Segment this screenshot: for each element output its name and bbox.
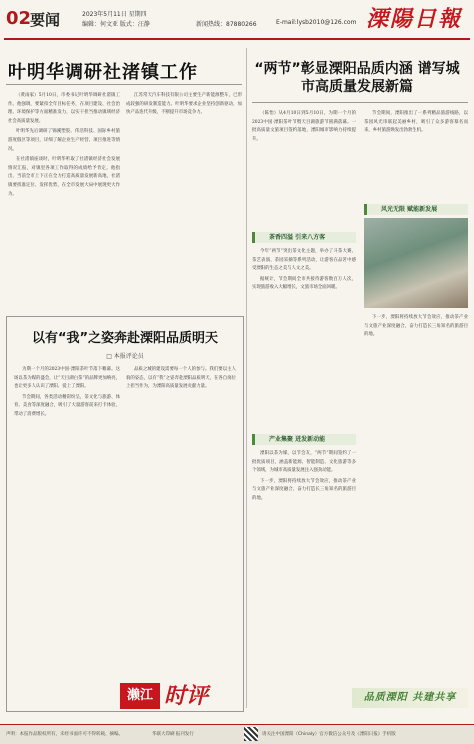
article2-column-1 [14, 366, 120, 706]
news-hotline: 新闻热线：87880266 [196, 21, 257, 28]
header-rule [4, 38, 470, 40]
stamp-left: 濑江 [120, 683, 160, 709]
divider [6, 84, 242, 85]
footer-wechat-note: 请关注中国溧阳（Chinaly）官方微信公众号及《溧阳日报》手机版 [262, 732, 396, 737]
article3-paragraph: 下一步，溧阳将持续放大节会效应，推动茶产业与文旅产业深度融合，奋力打造长三角知名的旅游目的地。 [252, 478, 356, 501]
masthead-logo: 溧陽日報 [365, 6, 462, 32]
article2-column-2 [126, 366, 236, 678]
article1-headline: 叶明华调研社渚镇工作 [8, 62, 198, 83]
article3-paragraph: 溧阳以茶为媒、以节会友，“两节”期间签约了一批优质项目，涵盖新能源、智能制造、文化旅游等多个领域，为城市高质量发展注入强劲动能。 [252, 451, 356, 474]
page-header [0, 0, 474, 40]
article1-column-2 [126, 92, 242, 310]
issue-date: 2023年5月11日 星期四 [82, 11, 147, 18]
article2-paragraph: 为期一个月的2023中国·溧阳茶叶节落下帷幕。这场以茶为媒的盛会，让“天目湖白茶”的品牌更加响亮，也让更多人认识了溧阳、爱上了溧阳。 [14, 367, 120, 390]
article3-section1-text [252, 248, 356, 428]
article1-paragraph: 叶明华先后调研了锦溪塑胶、伟浩科技、国际乡村旅游度假区等项目，详细了解企业生产经营、项目推进等情况。 [8, 129, 120, 152]
page-footer [0, 724, 474, 744]
stamp-right: 时评 [164, 683, 209, 709]
article3-paragraph: 下一步，溧阳将持续放大节会效应，推动茶产业与文旅产业深度融合，奋力打造长三角知名的旅游目的地。 [364, 315, 468, 338]
article3-intro [252, 110, 356, 226]
photo-caption: 风光无限 赋能新发展 [364, 204, 468, 215]
article2-paragraph: 节会期间，各类活动精彩纷呈，茶文化与旅游、体育、美食等深度融合，吸引了大量游客前来打卡体验，带动了消费增长。 [14, 394, 120, 417]
qr-code-icon [244, 727, 258, 741]
article3-paragraph: 据统计，节会期间全市共接待游客数百万人次，实现旅游收入大幅增长，文旅市场全面回暖。 [252, 276, 356, 291]
column-divider [246, 48, 247, 708]
article2-headline: 以有“我”之姿奔赴溧阳品质明天 [31, 331, 219, 346]
tea-garden-photo [364, 218, 468, 308]
column-stamp [120, 683, 238, 709]
article1-column-1 [8, 92, 120, 310]
contact-email: E-mail:lysb2010@126.com [276, 19, 357, 26]
divider [252, 102, 468, 103]
article3-subhead-1: 茶香四溢 引来八方客 [252, 232, 356, 243]
article3-side-text: 节会期间，溧阳推出了一系列精品旅游线路，以茶园风光串联起美丽乡村，吸引了众多游客慕名而来，乡村旅游焕发出勃勃生机。 [364, 111, 468, 134]
footer-printer: 华联大印刷 报刊发行 [152, 732, 194, 737]
slogan-banner: 品质溧阳 共建共享 [352, 688, 468, 708]
article3-right-column [364, 110, 468, 200]
page-number: 02 [6, 8, 32, 29]
article2-paragraph: 品质之城的建设需要每一个人的参与。我们要以主人翁的姿态，以有“我”之姿奔赴溧阳品质明天，在各自岗位上担当作为，为溧阳高质量发展贡献力量。 [126, 367, 236, 390]
article1-paragraph: 江苏常天汽车科技有限公司主要生产新能源整车，已形成较强的研发制造能力。叶明华要求企业坚持创新驱动，加快产品迭代升级，不断提升市场竞争力。 [126, 93, 242, 116]
article1-paragraph: 在社渚镇座谈时，叶明华听取了社渚镇经济社会发展情况汇报，对镇里各项工作取得的成绩给予肯定。他指出，当前全市上下正在全力打造高质量发展新高地，社渚镇要找准定位、发挥优势，在全市发展大局中展现更大作为。 [8, 157, 120, 197]
article1-lead: （黄雨家）5月10日，市委书记叶明华调研社渚镇工作。他强调，要紧扣全年目标任务，在项目建设、社会治理、环境保护等方面精准发力，以实干担当推动镇域经济社会高质量发展。 [8, 93, 120, 124]
article3-intro-text: （陈怡）从4月10日到5月10日，为期一个月的2023中国·溧阳茶叶节暨天目湖旅游节圆满落幕。一批高质量文旅项目签约落地，溧阳城市影响力持续提升。 [252, 111, 356, 142]
article2-byline: □ 本报评论员 [106, 353, 144, 360]
editor-credit: 编辑：何文亚 版式：汪静 [82, 21, 150, 28]
section-name: 要闻 [30, 11, 61, 29]
article3-headline: “两节”彰显溧阳品质内涵 谱写城市高质量发展新篇 [254, 61, 460, 95]
footer-copyright: 声明：本报作品版权所有，未经书面许可不得转载、摘编。 [6, 732, 123, 737]
article3-right-column-2 [364, 314, 468, 682]
article3-section2-text [252, 450, 356, 708]
article3-paragraph: 今年“两节”突出茶文化主题，举办了斗茶大赛、茶艺表演、茶园采摘等系列活动，让游客在品茗中感受溧阳的生态之美与人文之美。 [252, 249, 356, 272]
article3-subhead-2: 产业集聚 迸发新动能 [252, 434, 356, 445]
